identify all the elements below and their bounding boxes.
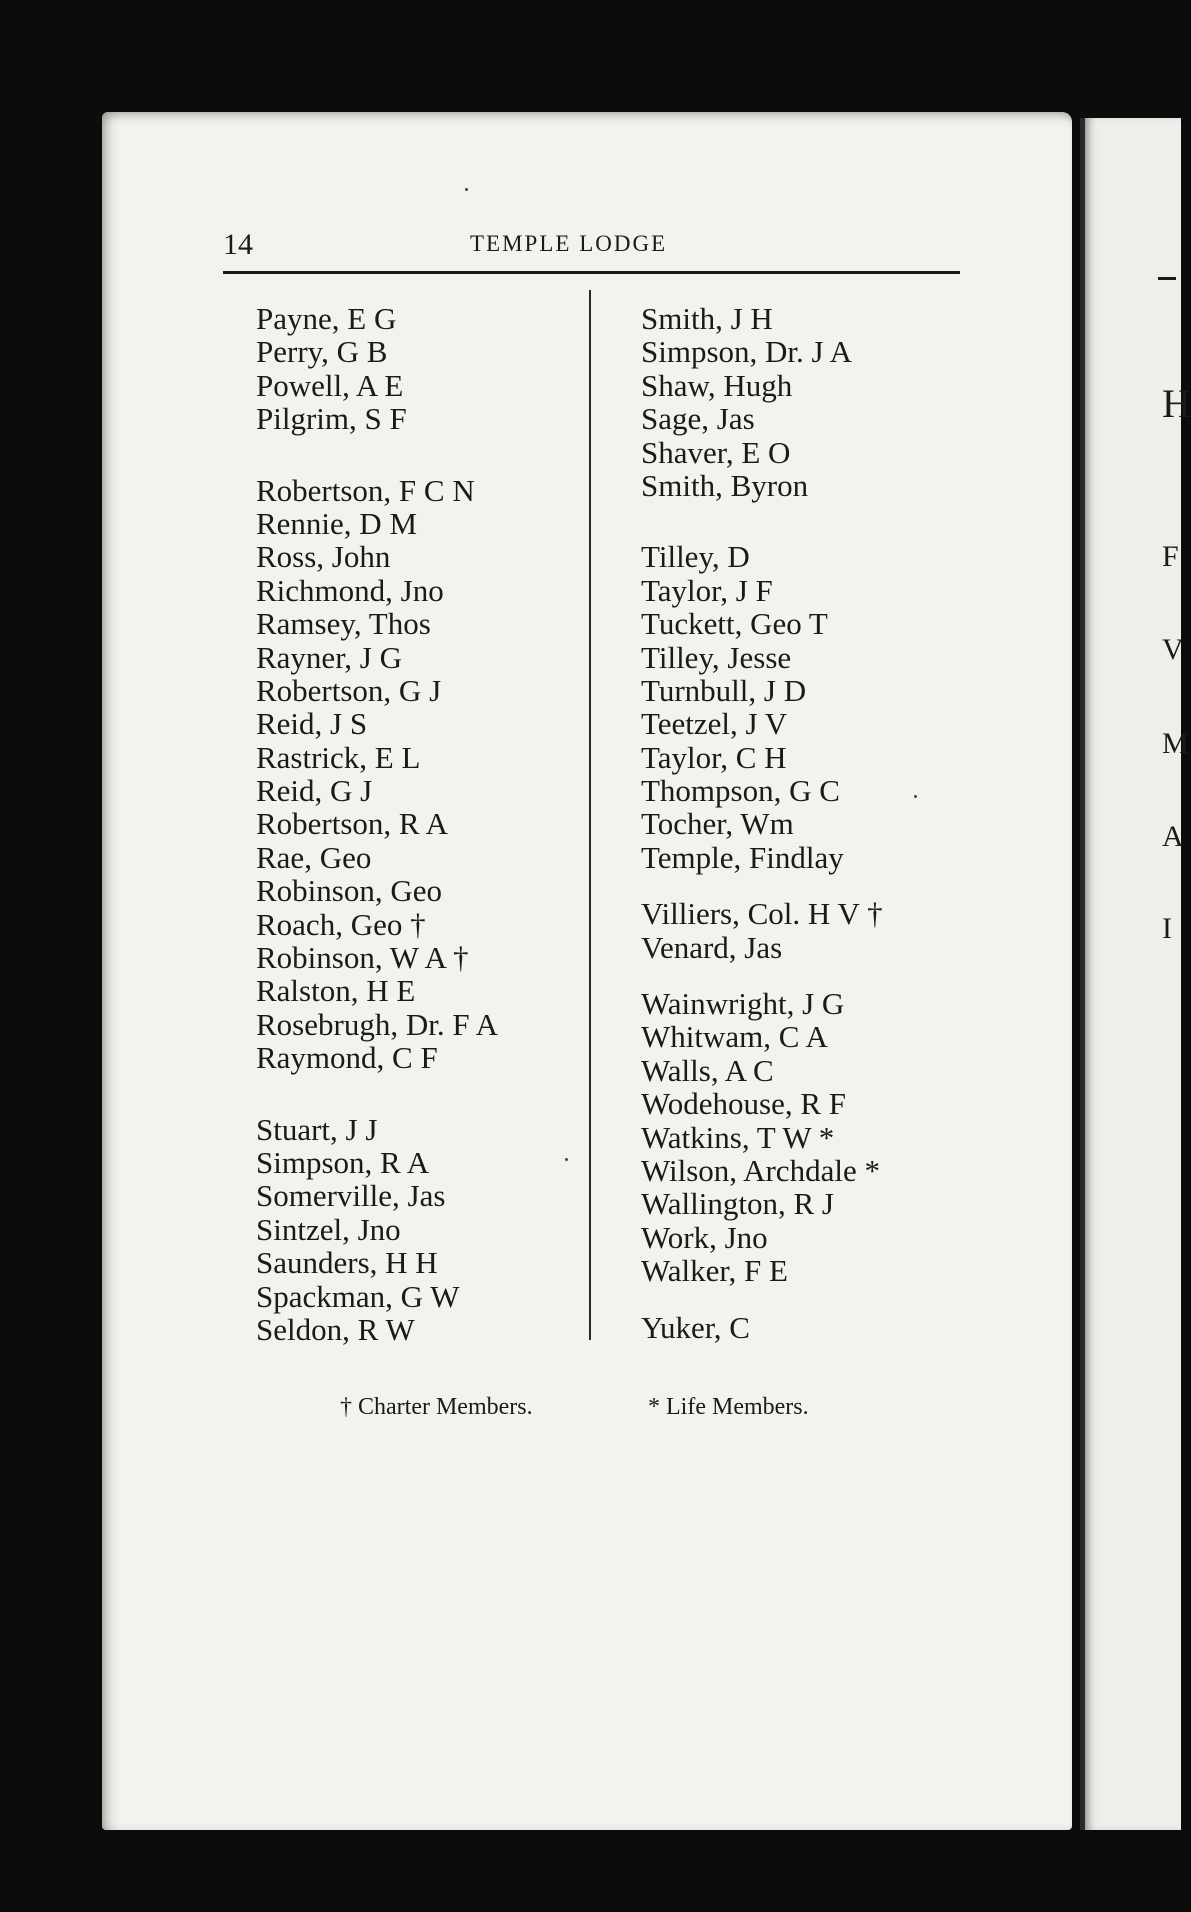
facing-page-letter: V	[1162, 633, 1184, 666]
member-name: Villiers, Col. H V †	[641, 896, 883, 932]
member-name: Ralston, H E	[256, 973, 416, 1009]
member-name: Yuker, C	[641, 1309, 750, 1345]
member-name: Robinson, Geo	[256, 873, 442, 909]
facing-page-letter: F	[1162, 540, 1179, 573]
member-name: Rosebrugh, Dr. F A	[256, 1006, 498, 1042]
member-name: Smith, Byron	[641, 467, 809, 503]
member-name: Tilley, D	[641, 539, 750, 575]
group-spacer	[641, 874, 883, 897]
member-name: Rayner, J G	[256, 639, 402, 675]
member-name: Tilley, Jesse	[641, 639, 792, 675]
group-s	[256, 1113, 498, 1347]
member-name: Smith, J H	[641, 301, 773, 336]
group-y	[641, 1311, 883, 1344]
paper-speck	[565, 1158, 568, 1161]
group-spacer	[641, 964, 883, 987]
member-name: Tocher, Wm	[641, 806, 794, 842]
group-t	[641, 540, 883, 874]
group-p	[256, 302, 498, 436]
member-name: Whitwam, C A	[641, 1019, 828, 1055]
facing-page-letter: H	[1162, 381, 1191, 426]
page-number: 14	[223, 228, 253, 261]
group-spacer	[641, 1288, 883, 1311]
member-name: Ross, John	[256, 539, 391, 575]
member-name: Wodehouse, R F	[641, 1086, 847, 1122]
member-name: Spackman, G W	[256, 1278, 460, 1314]
right-column	[641, 302, 883, 1344]
member-name: Reid, J S	[256, 706, 368, 742]
group-v	[641, 897, 883, 964]
paper-speck	[465, 188, 468, 191]
member-name: Reid, G J	[256, 773, 373, 809]
member-name: Tuckett, Geo T	[641, 606, 828, 642]
member-name: Rae, Geo	[256, 839, 372, 875]
facing-page-letter: I	[1162, 912, 1172, 945]
member-name: Seldon, R W	[256, 1311, 415, 1347]
member-name: Thompson, G C	[641, 773, 840, 809]
member-name: Taylor, C H	[641, 739, 787, 775]
member-name: Robertson, F C N	[256, 472, 475, 508]
member-name: Shaver, E O	[641, 434, 791, 470]
member-name: Work, Jno	[641, 1219, 768, 1255]
member-name: Ramsey, Thos	[256, 606, 431, 642]
column-divider	[589, 290, 591, 1340]
group-spacer	[641, 502, 883, 540]
member-name: Saunders, H H	[256, 1245, 438, 1281]
facing-page-letter: A	[1162, 820, 1184, 853]
facing-page-letter: M	[1162, 727, 1189, 760]
book-page	[102, 112, 1072, 1830]
member-name: Somerville, Jas	[256, 1178, 446, 1214]
member-name: Wallington, R J	[641, 1186, 834, 1222]
running-title: TEMPLE LODGE	[470, 231, 668, 256]
member-name: Teetzel, J V	[641, 706, 788, 742]
member-name: Stuart, J J	[256, 1111, 378, 1147]
member-name: Turnbull, J D	[641, 672, 807, 708]
member-name: Rastrick, E L	[256, 739, 421, 775]
group-spacer	[256, 436, 498, 474]
member-name: Robertson, G J	[256, 672, 442, 708]
member-name: Temple, Findlay	[641, 839, 844, 875]
member-name: Watkins, T W *	[641, 1119, 835, 1155]
facing-page-edge	[1080, 118, 1181, 1830]
member-name: Venard, Jas	[641, 929, 783, 965]
member-name: Pilgrim, S F	[256, 401, 407, 437]
facing-page-rule	[1158, 277, 1176, 280]
member-name: Payne, E G	[256, 301, 397, 336]
member-name: Richmond, Jno	[256, 572, 444, 608]
member-name: Shaw, Hugh	[641, 367, 793, 403]
member-name: Walker, F E	[641, 1253, 788, 1289]
group-spacer	[256, 1075, 498, 1113]
member-name: Powell, A E	[256, 367, 404, 403]
member-name: Robertson, R A	[256, 806, 449, 842]
member-name: Simpson, R A	[256, 1144, 430, 1180]
group-w	[641, 987, 883, 1288]
member-name: Rennie, D M	[256, 505, 418, 541]
member-name: Robinson, W A †	[256, 940, 469, 976]
member-name: Raymond, C F	[256, 1040, 438, 1076]
member-name: Sintzel, Jno	[256, 1211, 401, 1247]
left-column	[256, 302, 498, 1346]
group-s	[641, 302, 883, 502]
member-name: Wainwright, J G	[641, 986, 845, 1022]
member-name: Walls, A C	[641, 1052, 774, 1088]
header-rule	[223, 271, 960, 274]
member-name: Taylor, J F	[641, 572, 773, 608]
member-name: Perry, G B	[256, 334, 388, 370]
group-r	[256, 474, 498, 1075]
paper-speck	[914, 795, 917, 798]
member-name: Simpson, Dr. J A	[641, 334, 853, 370]
legend-charter-members: † Charter Members.	[340, 1394, 533, 1420]
member-name: Sage, Jas	[641, 401, 755, 437]
legend-life-members: * Life Members.	[648, 1394, 809, 1420]
member-name: Roach, Geo †	[256, 906, 426, 942]
member-name: Wilson, Archdale *	[641, 1152, 880, 1188]
